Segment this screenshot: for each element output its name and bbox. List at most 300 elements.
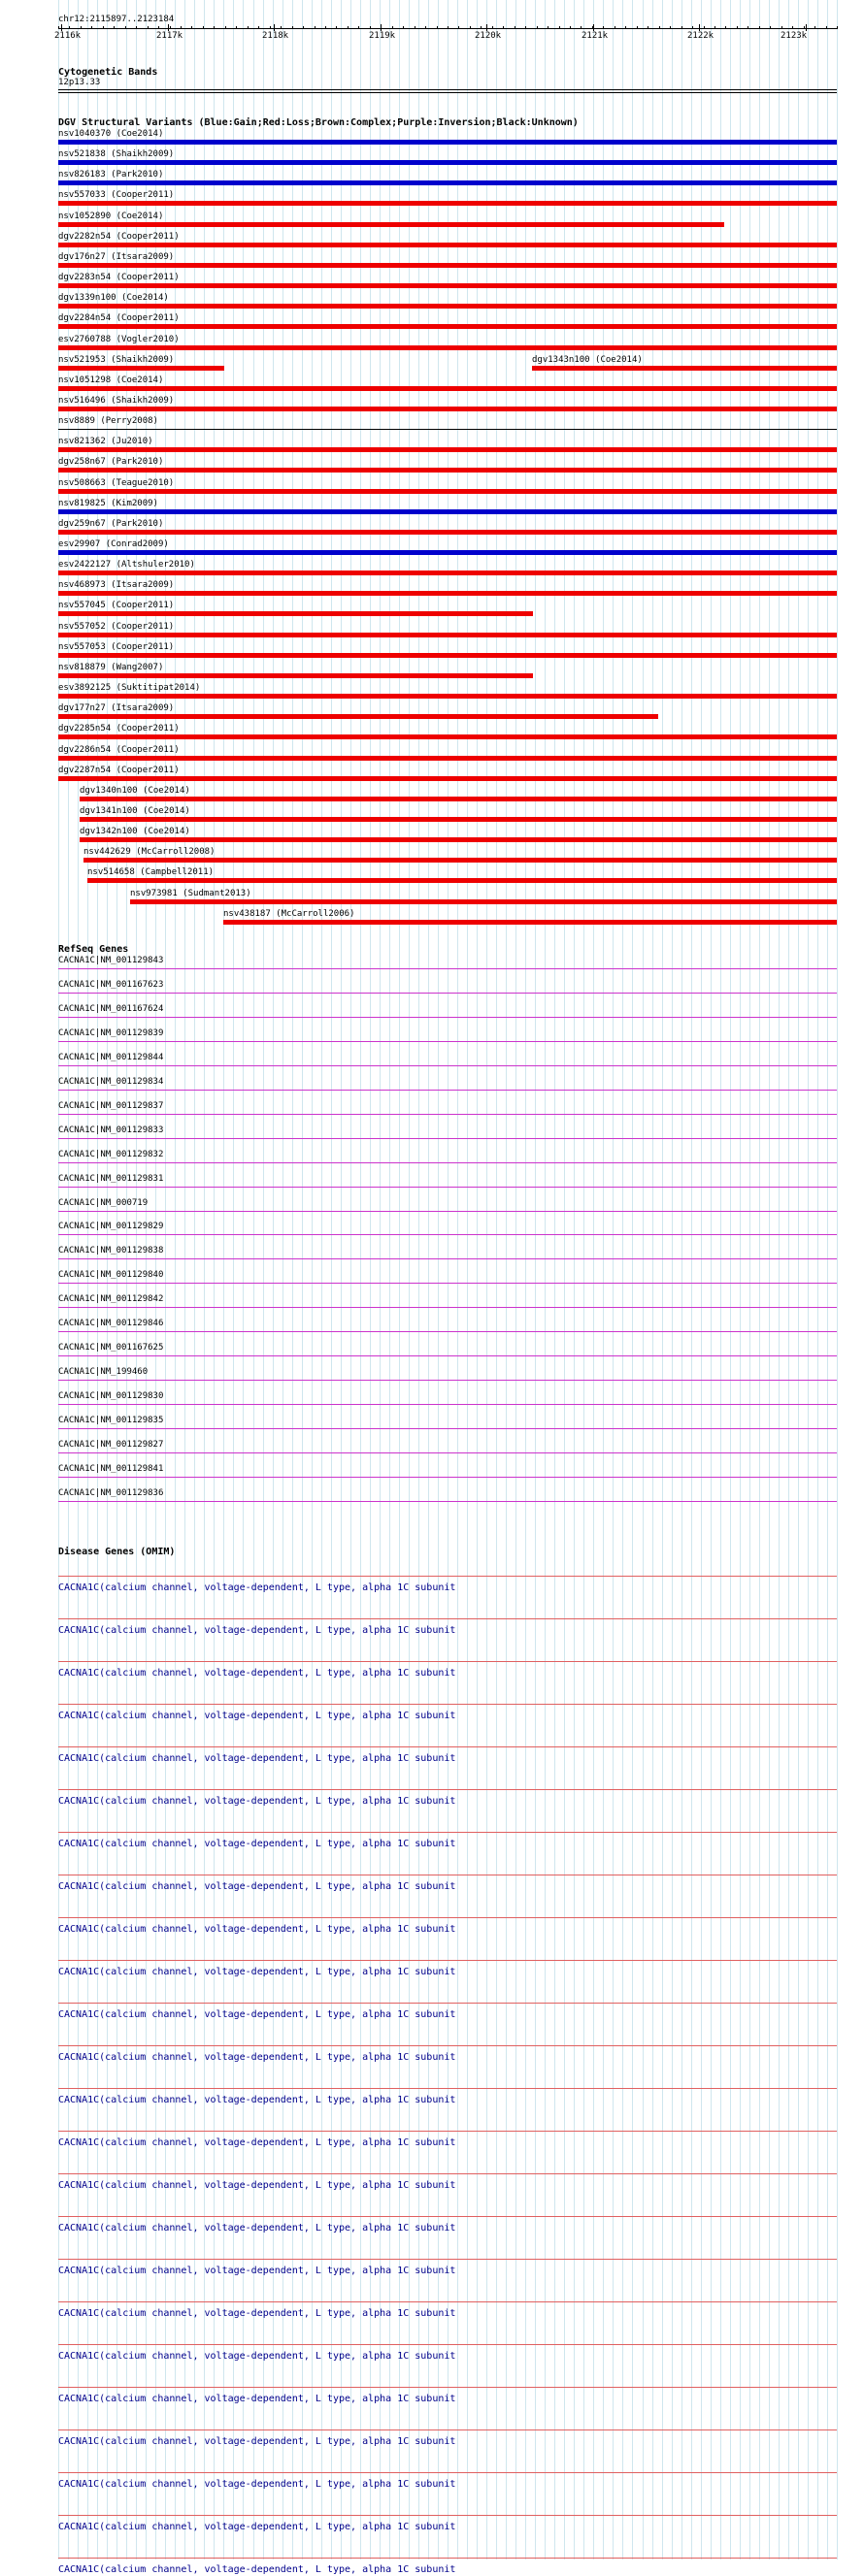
ruler-minor-tick <box>637 26 638 29</box>
grid-line <box>350 0 351 2560</box>
refseq-gene-line[interactable] <box>58 1501 837 1502</box>
dgv-variant-label[interactable]: dgv176n27 (Itsara2009) <box>58 252 175 262</box>
dgv-variant-label[interactable]: nsv508663 (Teague2010) <box>58 478 175 488</box>
dgv-variant-label[interactable]: esv2422127 (Altshuler2010) <box>58 560 195 570</box>
cytoband-label: 12p13.33 <box>58 78 101 87</box>
refseq-gene-label[interactable]: CACNA1C|NM_001129836 <box>58 1488 164 1498</box>
ruler-major-tick <box>593 24 594 31</box>
grid-line <box>165 0 166 2560</box>
dgv-variant-label[interactable]: nsv516496 (Shaikh2009) <box>58 396 175 406</box>
grid-line <box>496 0 497 2560</box>
omim-gene-label[interactable]: CACNA1C(calcium channel, voltage-dependent, L type, alpha 1C subunit <box>58 1668 456 1679</box>
ruler-minor-tick <box>470 26 471 29</box>
omim-gene-line[interactable] <box>58 2387 837 2388</box>
omim-gene-label[interactable]: CACNA1C(calcium channel, voltage-dependent, L type, alpha 1C subunit <box>58 1625 456 1636</box>
refseq-gene-label[interactable]: CACNA1C|NM_001129843 <box>58 956 164 965</box>
dgv-variant-bar[interactable] <box>58 304 837 309</box>
grid-line <box>593 0 594 2560</box>
dgv-variant-label[interactable]: dgv2286n54 (Cooper2011) <box>58 745 180 755</box>
grid-line <box>292 0 293 2560</box>
ruler-minor-tick <box>315 26 316 29</box>
refseq-gene-label[interactable]: CACNA1C|NM_000719 <box>58 1198 149 1208</box>
refseq-gene-line[interactable] <box>58 993 837 994</box>
refseq-gene-label[interactable]: CACNA1C|NM_001129834 <box>58 1077 164 1087</box>
refseq-gene-line[interactable] <box>58 1307 837 1308</box>
refseq-gene-label[interactable]: CACNA1C|NM_001129832 <box>58 1150 164 1159</box>
grid-line <box>506 0 507 2560</box>
omim-gene-label[interactable]: CACNA1C(calcium channel, voltage-dependent, L type, alpha 1C subunit <box>58 1582 456 1593</box>
omim-gene-label[interactable]: CACNA1C(calcium channel, voltage-dependent, L type, alpha 1C subunit <box>58 2095 456 2105</box>
ruler-tick-label: 2116k <box>54 31 82 41</box>
refseq-gene-label[interactable]: CACNA1C|NM_001129838 <box>58 1246 164 1255</box>
dgv-variant-label[interactable]: nsv514658 (Campbell2011) <box>87 867 215 877</box>
dgv-variant-bar[interactable] <box>58 283 837 288</box>
ruler-minor-tick <box>670 26 671 29</box>
dgv-variant-bar[interactable] <box>58 468 837 473</box>
grid-line <box>243 0 244 2560</box>
refseq-gene-line[interactable] <box>58 1065 837 1066</box>
grid-line <box>788 0 789 2560</box>
grid-line <box>632 0 633 2560</box>
omim-gene-line[interactable] <box>58 2045 837 2046</box>
dgv-variant-bar[interactable] <box>58 756 837 761</box>
refseq-gene-label[interactable]: CACNA1C|NM_001129829 <box>58 1222 164 1231</box>
cytoband-line <box>58 89 837 90</box>
omim-gene-line[interactable] <box>58 2088 837 2089</box>
dgv-variant-bar[interactable] <box>58 591 837 596</box>
refseq-gene-line[interactable] <box>58 1041 837 1042</box>
dgv-variant-bar[interactable] <box>87 878 837 883</box>
grid-line <box>302 0 303 2560</box>
dgv-variant-label[interactable]: dgv258n67 (Park2010) <box>58 457 164 467</box>
omim-gene-label[interactable]: CACNA1C(calcium channel, voltage-dependent, L type, alpha 1C subunit <box>58 1796 456 1807</box>
refseq-gene-line[interactable] <box>58 1017 837 1018</box>
refseq-gene-label[interactable]: CACNA1C|NM_001129840 <box>58 1270 164 1280</box>
ruler-major-tick <box>486 24 487 31</box>
dgv-variant-label[interactable]: nsv557033 (Cooper2011) <box>58 190 175 200</box>
dgv-variant-label[interactable]: dgv177n27 (Itsara2009) <box>58 703 175 713</box>
grid-line <box>603 0 604 2560</box>
refseq-gene-line[interactable] <box>58 1211 837 1212</box>
refseq-gene-line[interactable] <box>58 1380 837 1381</box>
ruler-minor-tick <box>81 26 82 29</box>
refseq-gene-line[interactable] <box>58 1114 837 1115</box>
dgv-variant-label[interactable]: nsv819825 (Kim2009) <box>58 499 158 508</box>
ruler-major-tick <box>61 24 62 31</box>
grid-line <box>477 0 478 2560</box>
refseq-gene-label[interactable]: CACNA1C|NM_001129831 <box>58 1174 164 1184</box>
ruler-minor-tick <box>814 26 815 29</box>
grid-line <box>711 0 712 2560</box>
grid-line <box>457 0 458 2560</box>
dgv-variant-label[interactable]: nsv442629 (McCarroll2008) <box>83 847 216 857</box>
ruler-tick-label: 2119k <box>369 31 396 41</box>
dgv-variant-label[interactable]: nsv557052 (Cooper2011) <box>58 622 175 632</box>
omim-gene-label[interactable]: CACNA1C(calcium channel, voltage-dependent, L type, alpha 1C subunit <box>58 2436 456 2447</box>
dgv-variant-label[interactable]: dgv2284n54 (Cooper2011) <box>58 313 180 323</box>
dgv-variant-label[interactable]: nsv826183 (Park2010) <box>58 170 164 179</box>
ruler-minor-tick <box>181 26 182 29</box>
dgv-variant-label[interactable]: nsv438187 (McCarroll2006) <box>223 909 355 919</box>
coordinate-label: chr12:2115897..2123184 <box>58 15 175 24</box>
dgv-variant-label[interactable]: nsv1051298 (Coe2014) <box>58 375 164 385</box>
dgv-variant-bar[interactable] <box>58 407 837 411</box>
grid-line <box>535 0 536 2560</box>
ruler-minor-tick <box>570 26 571 29</box>
dgv-variant-bar[interactable] <box>58 489 837 494</box>
grid-line <box>720 0 721 2560</box>
refseq-gene-line[interactable] <box>58 968 837 969</box>
ruler-minor-tick <box>692 26 693 29</box>
ruler-minor-tick <box>136 26 137 29</box>
ruler-minor-tick <box>792 26 793 29</box>
ruler-minor-tick <box>91 26 92 29</box>
dgv-variant-label[interactable]: dgv2282n54 (Cooper2011) <box>58 232 180 242</box>
ruler-tick-label: 2122k <box>687 31 714 41</box>
dgv-variant-label[interactable]: dgv2283n54 (Cooper2011) <box>58 273 180 282</box>
ruler-minor-tick <box>425 26 426 29</box>
omim-gene-line[interactable] <box>58 2515 837 2516</box>
grid-line <box>827 0 828 2560</box>
omim-gene-line[interactable] <box>58 2259 837 2260</box>
grid-line <box>798 0 799 2560</box>
omim-title: Disease Genes (OMIM) <box>58 1547 176 1557</box>
dgv-variant-bar[interactable] <box>58 714 658 719</box>
dgv-variant-bar[interactable] <box>58 222 724 227</box>
dgv-variant-bar[interactable] <box>80 797 837 801</box>
refseq-gene-label[interactable]: CACNA1C|NM_001129837 <box>58 1101 164 1111</box>
grid-line <box>467 0 468 2560</box>
dgv-variant-label[interactable]: nsv557045 (Cooper2011) <box>58 601 175 610</box>
grid-line <box>486 0 487 2560</box>
omim-gene-line[interactable] <box>58 1746 837 1747</box>
omim-gene-line[interactable] <box>58 2429 837 2430</box>
ruler-tick-label: 2117k <box>156 31 183 41</box>
refseq-gene-line[interactable] <box>58 1138 837 1139</box>
omim-gene-line[interactable] <box>58 2344 837 2345</box>
ruler-minor-tick <box>603 26 604 29</box>
refseq-gene-line[interactable] <box>58 1477 837 1478</box>
refseq-gene-label[interactable]: CACNA1C|NM_001167624 <box>58 1004 164 1014</box>
ruler-minor-tick <box>214 26 215 29</box>
omim-gene-line[interactable] <box>58 2003 837 2004</box>
refseq-gene-label[interactable]: CACNA1C|NM_001129841 <box>58 1464 164 1474</box>
refseq-gene-label[interactable]: CACNA1C|NM_001129842 <box>58 1294 164 1304</box>
dgv-variant-label[interactable]: nsv468973 (Itsara2009) <box>58 580 175 590</box>
dgv-variant-bar[interactable] <box>80 837 837 842</box>
refseq-gene-label[interactable]: CACNA1C|NM_001129839 <box>58 1028 164 1038</box>
omim-gene-label[interactable]: CACNA1C(calcium channel, voltage-dependent, L type, alpha 1C subunit <box>58 2308 456 2319</box>
dgv-variant-bar[interactable] <box>58 734 837 739</box>
ruler-minor-tick <box>69 26 70 29</box>
dgv-variant-bar[interactable] <box>223 920 837 925</box>
dgv-variant-bar[interactable] <box>58 324 837 329</box>
omim-gene-line[interactable] <box>58 1832 837 1833</box>
ruler-minor-tick <box>804 26 805 29</box>
grid-line <box>681 0 682 2560</box>
ruler-tick-label: 2118k <box>262 31 289 41</box>
refseq-gene-label[interactable]: CACNA1C|NM_001129827 <box>58 1440 164 1450</box>
ruler-minor-tick <box>114 26 115 29</box>
ruler-tick-label: 2123k <box>781 31 808 41</box>
grid-line <box>837 0 838 2560</box>
omim-gene-line[interactable] <box>58 2131 837 2132</box>
omim-gene-line[interactable] <box>58 2173 837 2174</box>
grid-line <box>438 0 439 2560</box>
dgv-variant-label[interactable]: dgv1343n100 (Coe2014) <box>532 355 643 365</box>
omim-gene-line[interactable] <box>58 1789 837 1790</box>
dgv-variant-bar[interactable] <box>58 509 837 514</box>
omim-gene-label[interactable]: CACNA1C(calcium channel, voltage-dependent, L type, alpha 1C subunit <box>58 2180 456 2191</box>
grid-line <box>360 0 361 2560</box>
dgv-variant-bar[interactable] <box>58 550 837 555</box>
ruler-minor-tick <box>203 26 204 29</box>
ruler-minor-tick <box>258 26 259 29</box>
grid-line <box>769 0 770 2560</box>
ruler-minor-tick <box>781 26 782 29</box>
dgv-variant-label[interactable]: nsv8889 (Perry2008) <box>58 416 158 426</box>
ruler-minor-tick <box>437 26 438 29</box>
grid-line <box>282 0 283 2560</box>
omim-gene-line[interactable] <box>58 1917 837 1918</box>
dgv-variant-label[interactable]: dgv259n67 (Park2010) <box>58 519 164 529</box>
ruler-minor-tick <box>537 26 538 29</box>
ruler-minor-tick <box>125 26 126 29</box>
omim-gene-label[interactable]: CACNA1C(calcium channel, voltage-dependent, L type, alpha 1C subunit <box>58 1881 456 1892</box>
ruler-tick-label: 2121k <box>582 31 609 41</box>
dgv-variant-bar[interactable] <box>58 447 837 452</box>
dgv-variant-label[interactable]: esv3892125 (Suktitipat2014) <box>58 683 201 693</box>
ruler-minor-tick <box>737 26 738 29</box>
dgv-variant-label[interactable]: nsv557053 (Cooper2011) <box>58 642 175 652</box>
refseq-gene-label[interactable]: CACNA1C|NM_001167625 <box>58 1343 164 1353</box>
ruler-major-tick <box>274 24 275 31</box>
dgv-variant-bar[interactable] <box>58 530 837 535</box>
ruler-minor-tick <box>303 26 304 29</box>
dgv-variant-bar[interactable] <box>58 633 837 637</box>
grid-line <box>321 0 322 2560</box>
grid-line <box>223 0 224 2560</box>
dgv-variant-bar[interactable] <box>532 366 837 371</box>
grid-line <box>691 0 692 2560</box>
grid-line <box>730 0 731 2560</box>
dgv-variant-bar[interactable] <box>83 858 837 863</box>
dgv-variant-label[interactable]: dgv1341n100 (Coe2014) <box>80 806 190 816</box>
ruler-minor-tick <box>236 26 237 29</box>
grid-line <box>643 0 644 2560</box>
ruler-minor-tick <box>559 26 560 29</box>
grid-line <box>583 0 584 2560</box>
ruler-minor-tick <box>348 26 349 29</box>
omim-gene-line[interactable] <box>58 2558 837 2559</box>
omim-gene-label[interactable]: CACNA1C(calcium channel, voltage-dependent, L type, alpha 1C subunit <box>58 2522 456 2532</box>
omim-gene-label[interactable]: CACNA1C(calcium channel, voltage-dependent, L type, alpha 1C subunit <box>58 2394 456 2404</box>
ruler-minor-tick <box>681 26 682 29</box>
omim-gene-line[interactable] <box>58 1618 837 1619</box>
ruler-minor-tick <box>492 26 493 29</box>
grid-line <box>740 0 741 2560</box>
dgv-variant-bar[interactable] <box>58 366 224 371</box>
grid-line <box>545 0 546 2560</box>
ruler-minor-tick <box>525 26 526 29</box>
dgv-variant-bar[interactable] <box>58 140 837 145</box>
dgv-variant-bar[interactable] <box>58 243 837 247</box>
ruler-minor-tick <box>292 26 293 29</box>
refseq-gene-label[interactable]: CACNA1C|NM_001129844 <box>58 1053 164 1062</box>
dgv-variant-bar[interactable] <box>58 386 837 391</box>
omim-gene-line[interactable] <box>58 2472 837 2473</box>
refseq-gene-label[interactable]: CACNA1C|NM_001129830 <box>58 1391 164 1401</box>
cytoband-title: Cytogenetic Bands <box>58 67 158 78</box>
refseq-gene-line[interactable] <box>58 1283 837 1284</box>
ruler-major-tick <box>168 24 169 31</box>
dgv-variant-bar[interactable] <box>58 429 837 430</box>
omim-gene-label[interactable]: CACNA1C(calcium channel, voltage-dependent, L type, alpha 1C subunit <box>58 2479 456 2490</box>
dgv-variant-label[interactable]: dgv1339n100 (Coe2014) <box>58 293 169 303</box>
omim-gene-line[interactable] <box>58 1661 837 1662</box>
ruler-minor-tick <box>481 26 482 29</box>
refseq-gene-line[interactable] <box>58 1234 837 1235</box>
refseq-gene-line[interactable] <box>58 1258 837 1259</box>
grid-line <box>428 0 429 2560</box>
grid-line <box>525 0 526 2560</box>
refseq-gene-line[interactable] <box>58 1090 837 1091</box>
dgv-variant-label[interactable]: nsv973981 (Sudmant2013) <box>130 889 251 898</box>
dgv-variant-bar[interactable] <box>80 817 837 822</box>
omim-gene-line[interactable] <box>58 1576 837 1577</box>
refseq-gene-line[interactable] <box>58 1428 837 1429</box>
dgv-variant-bar[interactable] <box>58 694 837 699</box>
omim-gene-label[interactable]: CACNA1C(calcium channel, voltage-dependent, L type, alpha 1C subunit <box>58 1839 456 1849</box>
ruler-minor-tick <box>392 26 393 29</box>
ruler-minor-tick <box>659 26 660 29</box>
dgv-variant-label[interactable]: dgv1340n100 (Coe2014) <box>80 786 190 796</box>
grid-line <box>253 0 254 2560</box>
omim-gene-label[interactable]: CACNA1C(calcium channel, voltage-dependent, L type, alpha 1C subunit <box>58 1924 456 1935</box>
grid-line <box>312 0 313 2560</box>
refseq-gene-line[interactable] <box>58 1162 837 1163</box>
ruler-major-tick <box>806 24 807 31</box>
ruler-minor-tick <box>325 26 326 29</box>
grid-line <box>370 0 371 2560</box>
grid-line <box>204 0 205 2560</box>
dgv-variant-bar[interactable] <box>58 263 837 268</box>
ruler-minor-tick <box>759 26 760 29</box>
omim-gene-label[interactable]: CACNA1C(calcium channel, voltage-dependent, L type, alpha 1C subunit <box>58 1967 456 1977</box>
dgv-variant-bar[interactable] <box>58 673 533 678</box>
grid-line <box>418 0 419 2560</box>
dgv-variant-label[interactable]: esv2760788 (Vogler2010) <box>58 335 180 344</box>
grid-line <box>263 0 264 2560</box>
grid-line <box>817 0 818 2560</box>
dgv-variant-label[interactable]: nsv1052890 (Coe2014) <box>58 212 164 221</box>
omim-gene-label[interactable]: CACNA1C(calcium channel, voltage-dependent, L type, alpha 1C subunit <box>58 2052 456 2063</box>
refseq-gene-line[interactable] <box>58 1355 837 1356</box>
ruler-minor-tick <box>270 26 271 29</box>
ruler-minor-tick <box>458 26 459 29</box>
dgv-variant-label[interactable]: nsv521953 (Shaikh2009) <box>58 355 175 365</box>
ruler-minor-tick <box>503 26 504 29</box>
grid-line <box>409 0 410 2560</box>
omim-gene-label[interactable]: CACNA1C(calcium channel, voltage-dependent, L type, alpha 1C subunit <box>58 2137 456 2148</box>
omim-gene-line[interactable] <box>58 2216 837 2217</box>
dgv-variant-label[interactable]: nsv818879 (Wang2007) <box>58 663 164 672</box>
refseq-gene-label[interactable]: CACNA1C|NM_001129846 <box>58 1319 164 1328</box>
dgv-variant-bar[interactable] <box>58 653 837 658</box>
ruler-minor-tick <box>358 26 359 29</box>
refseq-gene-line[interactable] <box>58 1452 837 1453</box>
ruler-minor-tick <box>225 26 226 29</box>
refseq-gene-label[interactable]: CACNA1C|NM_001167623 <box>58 980 164 990</box>
dgv-variant-label[interactable]: nsv1040370 (Coe2014) <box>58 129 164 139</box>
dgv-variant-bar[interactable] <box>130 899 837 904</box>
dgv-variant-label[interactable]: nsv521838 (Shaikh2009) <box>58 149 175 159</box>
dgv-variant-label[interactable]: dgv2285n54 (Cooper2011) <box>58 724 180 734</box>
refseq-gene-label[interactable]: CACNA1C|NM_001129835 <box>58 1416 164 1425</box>
grid-line <box>273 0 274 2560</box>
grid-line <box>574 0 575 2560</box>
refseq-gene-line[interactable] <box>58 1187 837 1188</box>
ruler-minor-tick <box>837 26 838 29</box>
refseq-gene-line[interactable] <box>58 1404 837 1405</box>
ruler-minor-tick <box>581 26 582 29</box>
dgv-variant-bar[interactable] <box>58 345 837 350</box>
grid-line <box>622 0 623 2560</box>
ruler-minor-tick <box>336 26 337 29</box>
dgv-variant-label[interactable]: esv29907 (Conrad2009) <box>58 539 169 549</box>
ruler-minor-tick <box>826 26 827 29</box>
grid-line <box>184 0 185 2560</box>
dgv-variant-bar[interactable] <box>58 776 837 781</box>
omim-gene-label[interactable]: CACNA1C(calcium channel, voltage-dependent, L type, alpha 1C subunit <box>58 2564 456 2575</box>
omim-gene-label[interactable]: CACNA1C(calcium channel, voltage-dependent, L type, alpha 1C subunit <box>58 2009 456 2020</box>
ruler-minor-tick <box>770 26 771 29</box>
grid-line <box>389 0 390 2560</box>
refseq-gene-line[interactable] <box>58 1331 837 1332</box>
omim-gene-label[interactable]: CACNA1C(calcium channel, voltage-dependent, L type, alpha 1C subunit <box>58 2266 456 2276</box>
refseq-gene-label[interactable]: CACNA1C|NM_199460 <box>58 1367 149 1377</box>
dgv-variant-bar[interactable] <box>58 180 837 185</box>
ruler-major-tick <box>699 24 700 31</box>
grid-line <box>214 0 215 2560</box>
dgv-variant-label[interactable]: nsv821362 (Ju2010) <box>58 437 153 446</box>
grid-line <box>672 0 673 2560</box>
omim-gene-label[interactable]: CACNA1C(calcium channel, voltage-dependent, L type, alpha 1C subunit <box>58 1753 456 1764</box>
dgv-variant-bar[interactable] <box>58 201 837 206</box>
ruler-minor-tick <box>158 26 159 29</box>
omim-gene-line[interactable] <box>58 1704 837 1705</box>
dgv-variant-bar[interactable] <box>58 611 533 616</box>
refseq-title: RefSeq Genes <box>58 944 129 955</box>
grid-line <box>233 0 234 2560</box>
dgv-variant-bar[interactable] <box>58 160 837 165</box>
grid-line <box>399 0 400 2560</box>
dgv-variant-label[interactable]: dgv2287n54 (Cooper2011) <box>58 766 180 775</box>
omim-gene-label[interactable]: CACNA1C(calcium channel, voltage-dependent, L type, alpha 1C subunit <box>58 2351 456 2362</box>
dgv-variant-label[interactable]: dgv1342n100 (Coe2014) <box>80 827 190 836</box>
omim-gene-line[interactable] <box>58 2301 837 2302</box>
omim-gene-label[interactable]: CACNA1C(calcium channel, voltage-dependent, L type, alpha 1C subunit <box>58 2223 456 2234</box>
omim-gene-label[interactable]: CACNA1C(calcium channel, voltage-dependent, L type, alpha 1C subunit <box>58 1711 456 1721</box>
refseq-gene-label[interactable]: CACNA1C|NM_001129833 <box>58 1125 164 1135</box>
grid-line <box>652 0 653 2560</box>
ruler-minor-tick <box>448 26 449 29</box>
grid-line <box>701 0 702 2560</box>
omim-gene-line[interactable] <box>58 1960 837 1961</box>
dgv-variant-bar[interactable] <box>58 571 837 575</box>
ruler-minor-tick <box>170 26 171 29</box>
grid-line <box>448 0 449 2560</box>
